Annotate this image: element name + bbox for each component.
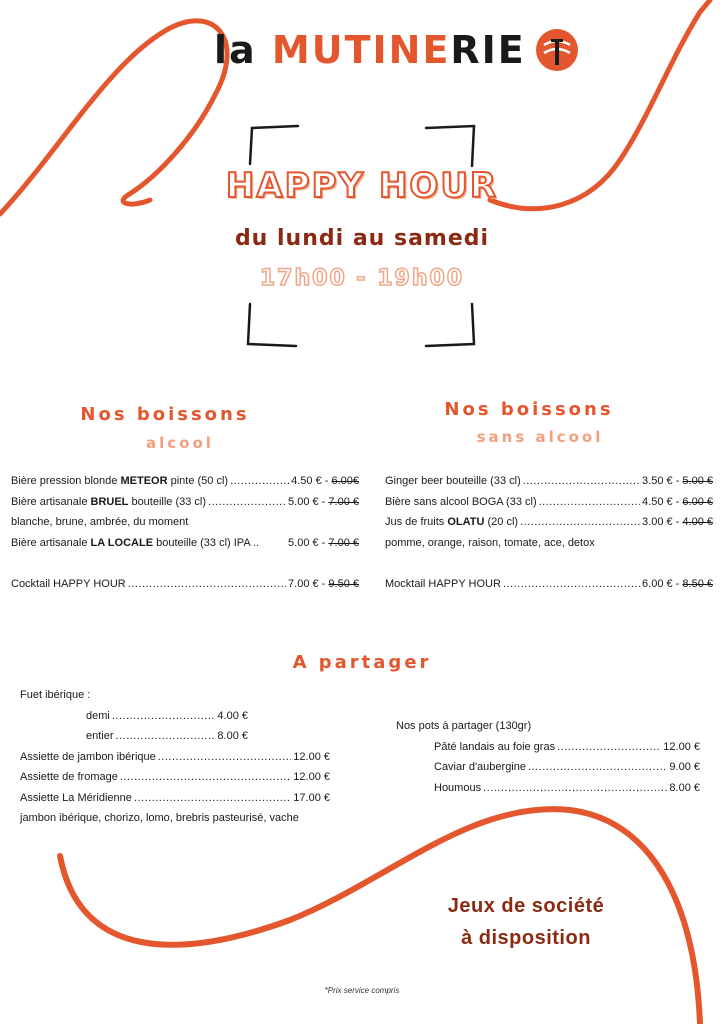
menu-item-description: pomme, orange, raison, tomate, ace, detox [385,536,595,549]
fork-plate-icon [534,27,580,73]
sans-alcool-section-subtitle: sans alcool [476,428,604,446]
alcool-menu-list [11,471,359,595]
partager-section-title: A partager [292,652,432,673]
sans-alcool-section-title: Nos boissons [444,399,614,420]
pots-heading: Nos pots à partager (130gr) [396,720,532,732]
menu-item-cocktail: Cocktail HAPPY HOUR ..... 7.00 € - 9.50 € [11,574,359,595]
menu-item-mocktail: Mocktail HAPPY HOUR ..... 6.00 € - 8.50 € [385,574,713,595]
board-games-line1: Jeux de société [447,895,605,917]
menu-item-description: jambon ibérique, chorizo, lomo, brebris pasteurisé, vache [20,812,299,824]
brand-name: la MUTINERIE [214,28,526,72]
happy-hour-hours: 17h00 - 19h00 [259,266,465,291]
partager-pots-list [396,716,700,798]
menu-item: Ginger beer bouteille (33 cl) ..... 3.50 € - 5.00 € [385,471,713,492]
menu-item-description: blanche, brune, ambrée, du moment [11,516,189,528]
alcool-section-title: Nos boissons [80,404,250,425]
sans-alcool-menu-list [385,471,713,595]
menu-item: demi ..... 4.00 € [20,706,248,727]
menu-item: Bière pression blonde METEOR pinte (50 cl) ..... 4.50 € - 6.00€ [11,471,359,492]
price-note: *Prix service compris [324,986,400,995]
menu-item: Jus de fruits OLATU (20 cl) ..... 3.00 € - 4.00 € [385,512,713,533]
fuet-heading: Fuet ibérique : [20,689,91,701]
menu-item: Assiette La Méridienne ..... 17.00 € [20,788,330,809]
board-games-line2: à disposition [461,927,591,949]
menu-item: Assiette de jambon ibérique ..... 12.00 € [20,747,330,768]
board-games-notice [396,890,656,954]
menu-item: Houmous ..... 8.00 € [396,778,700,799]
menu-item: entier ..... 8.00 € [20,726,248,747]
menu-item: Bière sans alcool BOGA (33 cl) ..... 4.50 € - 6.00 € [385,492,713,513]
alcool-section-subtitle: alcool [146,434,214,452]
menu-item: Caviar d'aubergine ..... 9.00 € [396,757,700,778]
menu-item: Bière artisanale BRUEL bouteille (33 cl) ..... 5.00 € - 7.00 € [11,492,359,513]
partager-left-list [20,685,330,829]
menu-item: Bière artisanale LA LOCALE bouteille (33 cl) IPA .. 5.00 € - 7.00 € [11,536,359,549]
happy-hour-days: du lundi au samedi [234,226,490,251]
happy-hour-title: HAPPY HOUR [225,166,499,206]
menu-item: Assiette de fromage ..... 12.00 € [20,767,330,788]
menu-item: Pâté landais au foie gras ..... 12.00 € [396,737,700,758]
brand-logo [214,26,580,74]
